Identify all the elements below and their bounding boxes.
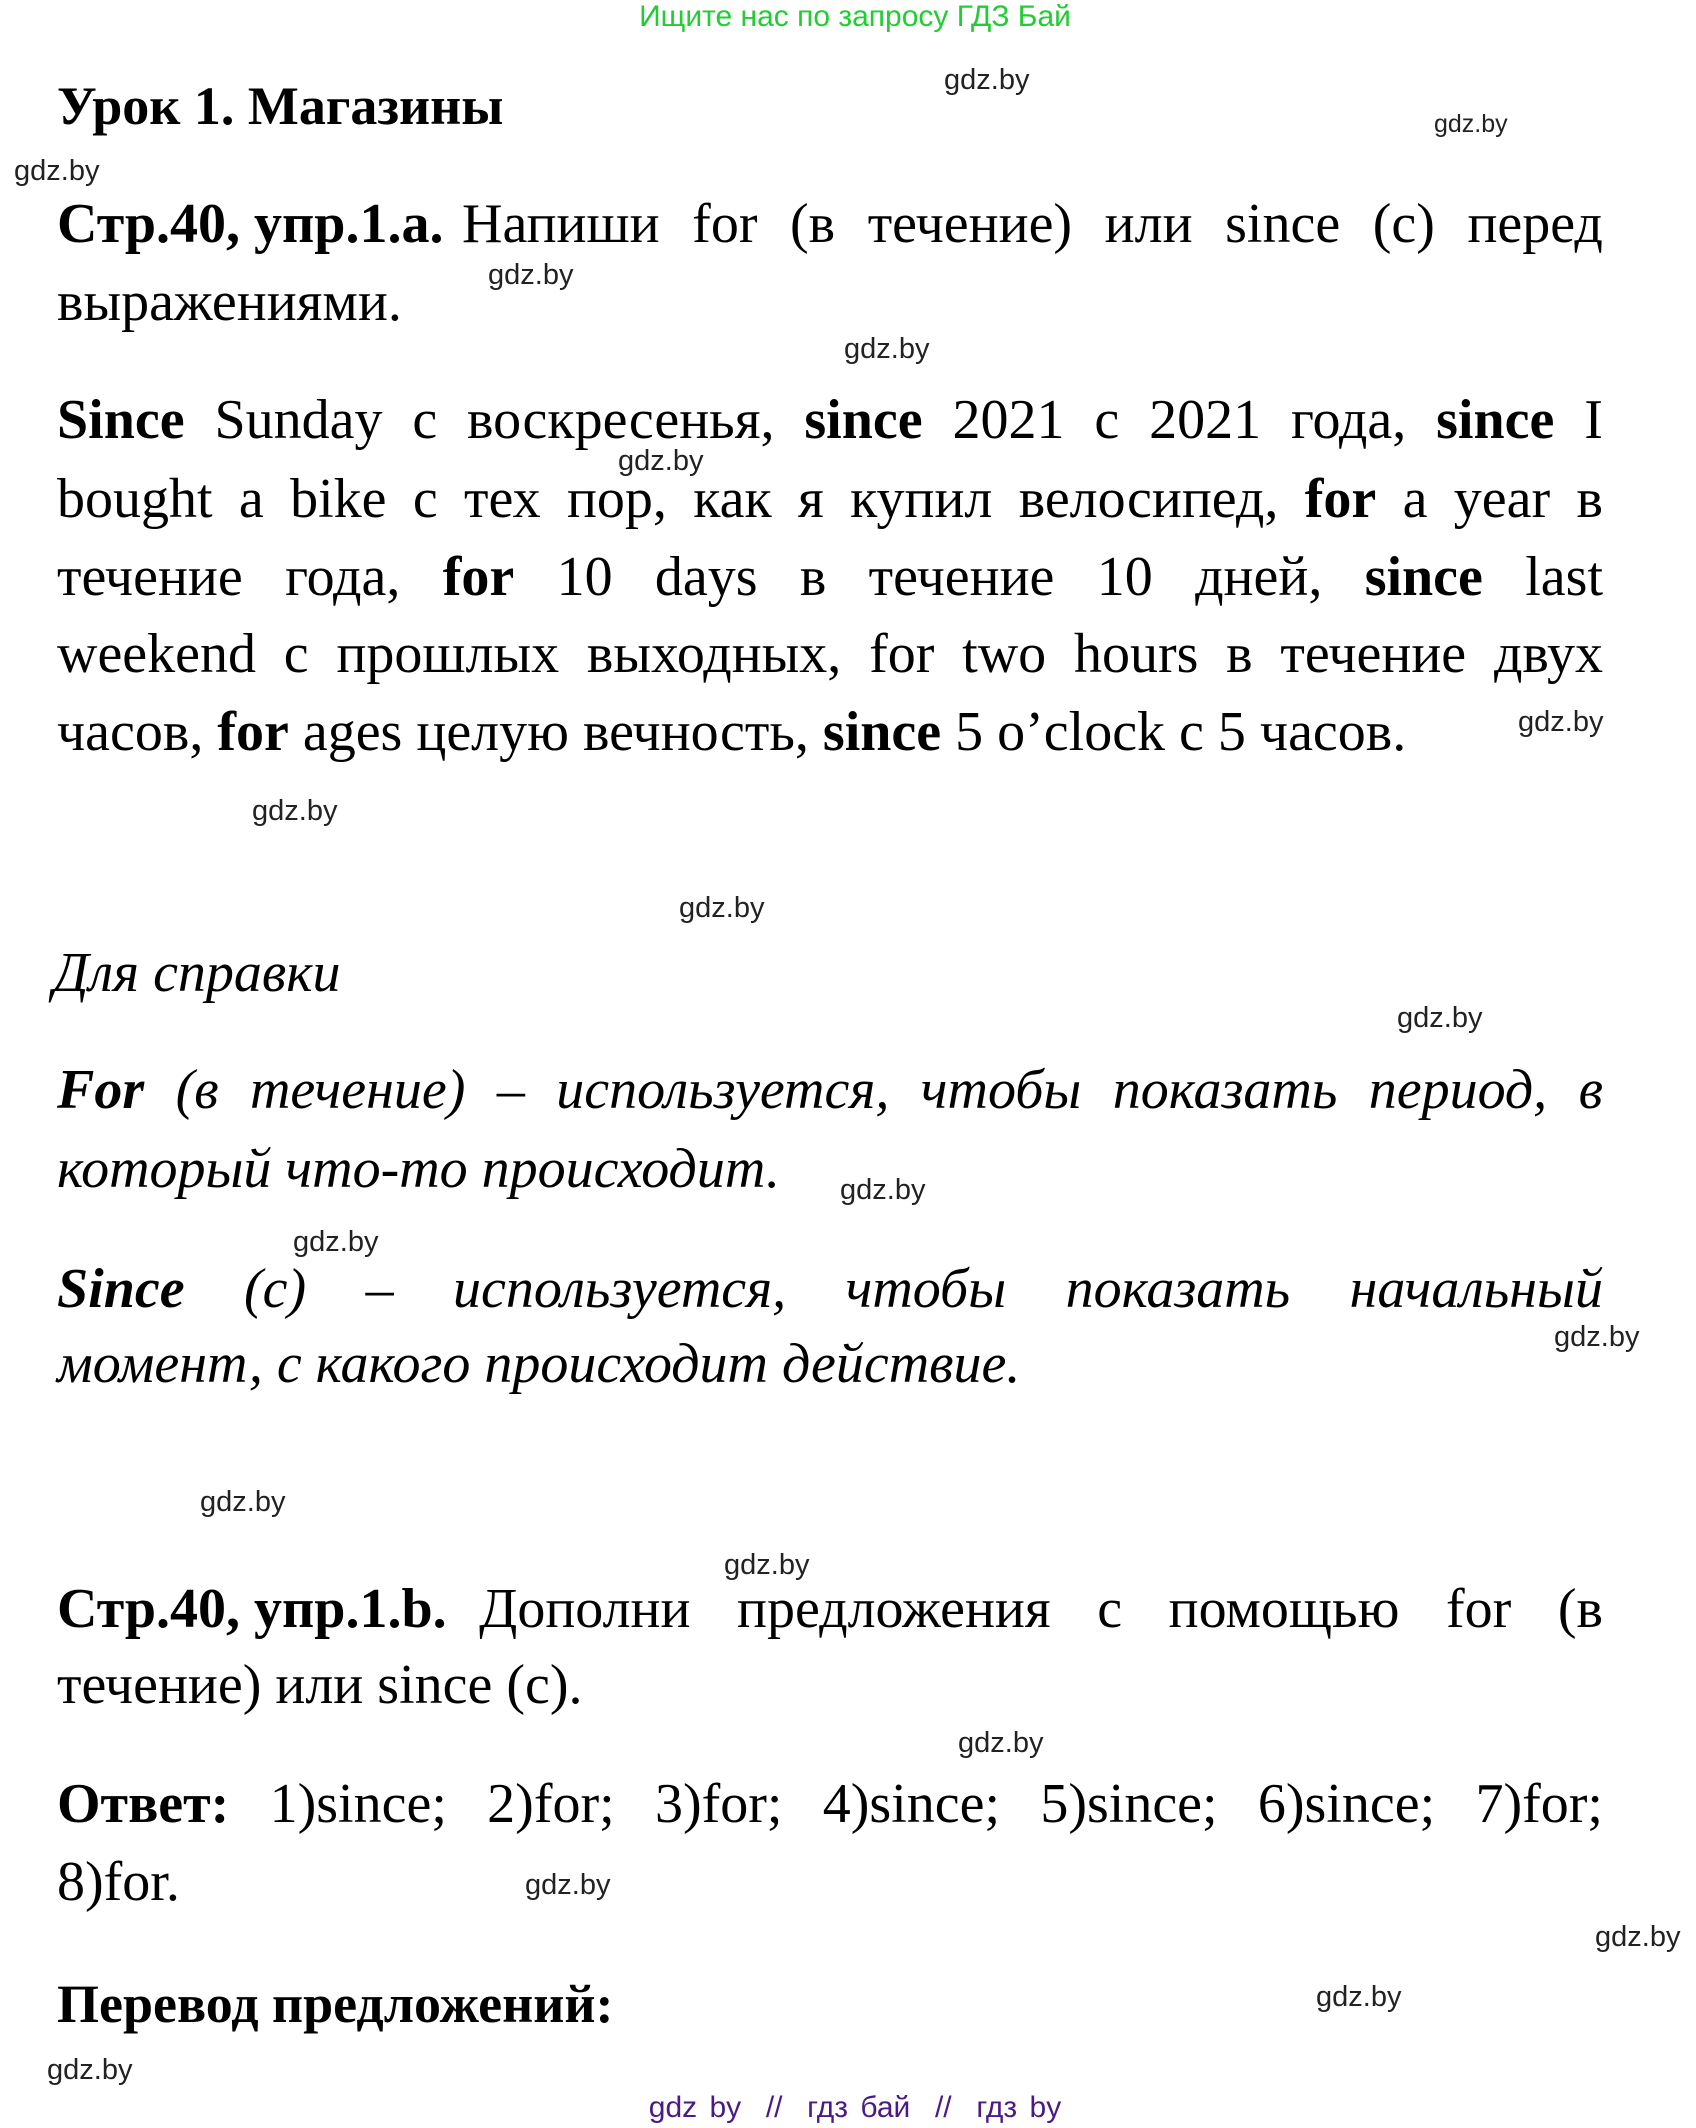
exercise-b-word: предложения [737, 1578, 1051, 1640]
exercise-b-ref: Стр.40, упр.1.b. [57, 1578, 447, 1640]
lesson-title: Урок 1. Магазины [57, 76, 504, 136]
answer-word: for [442, 546, 515, 608]
answer-word: течение [57, 546, 243, 608]
exercise-a-word: течение) [867, 193, 1073, 255]
rule-word: (в [175, 1059, 219, 1121]
watermark: gdz.by [14, 155, 100, 187]
answer-word: я [797, 468, 824, 530]
answer-item: 2)for; [487, 1773, 615, 1835]
search-hint-banner[interactable] [0, 0, 1696, 34]
watermark: gdz.by [1595, 1921, 1681, 1953]
watermark: gdz.by [724, 1549, 810, 1581]
exercise-a-word: (с) [1372, 193, 1435, 255]
answer-item: 1)since; [269, 1773, 447, 1835]
rule-word: течение) [249, 1059, 466, 1121]
search-hint-text: Ищите нас по запросу ГДЗ Бай [639, 0, 1071, 33]
answer-word: 2021 [952, 389, 1065, 451]
exercise-a-word: или [1104, 193, 1193, 255]
answer-word: в [1576, 468, 1603, 530]
watermark: gdz.by [944, 64, 1030, 96]
for-rule-line2: который что-то происходит. [57, 1138, 780, 1200]
exercise-b-word: for [1445, 1578, 1512, 1640]
exercise-b-line1 [57, 1577, 1603, 1641]
answer-word: дней, [1195, 546, 1323, 608]
answers-line1 [57, 1772, 1603, 1836]
answer-word: прошлых [336, 623, 560, 685]
answer-word: hours [1073, 623, 1199, 685]
answer-word: 5 o’clock с 5 часов. [941, 701, 1407, 763]
answer-word: weekend [57, 623, 257, 685]
answer-line [57, 622, 1603, 686]
answer-word: течение [868, 546, 1055, 608]
exercise-a-word: for [692, 193, 758, 255]
exercise-a-word: since [1225, 193, 1341, 255]
answer-item: 7)for; [1475, 1773, 1603, 1835]
exercise-b-word: Дополни [479, 1578, 691, 1640]
footer-site-link[interactable] [0, 2090, 1696, 2126]
answer-word: двух [1493, 623, 1603, 685]
answer-word: 10 [1096, 546, 1153, 608]
exercise-a-line1 [57, 192, 1603, 256]
answer-word: a [238, 468, 264, 530]
answer-word: в [799, 546, 827, 608]
answer-word: в [1226, 623, 1253, 685]
watermark: gdz.by [525, 1869, 611, 1901]
exercise-b-line2: течение) или since (с). [57, 1654, 583, 1716]
answer-line [57, 467, 1603, 531]
answer-line-last [57, 700, 1603, 764]
answer-word: 2021 [1149, 389, 1262, 451]
rule-word: – [365, 1258, 394, 1320]
answer-word: пор, [566, 468, 667, 530]
answer-word: 10 [556, 546, 613, 608]
watermark: gdz.by [844, 333, 930, 365]
answer-word: since [1364, 546, 1483, 608]
rule-word: показать [1065, 1258, 1291, 1320]
since-rule-term: Since [57, 1258, 185, 1320]
exercise-a-word: (в [790, 193, 836, 255]
answer-item: 4)since; [822, 1773, 1001, 1835]
answers-line2: 8)for. [57, 1851, 180, 1913]
reference-heading: Для справки [53, 942, 341, 1004]
answer-word: тех [464, 468, 541, 530]
rule-word: чтобы [920, 1059, 1082, 1121]
answer-word: с [412, 468, 438, 530]
answer-word: since [1436, 389, 1555, 451]
answer-word: I [1584, 389, 1603, 451]
answer-word: с [1094, 389, 1120, 451]
rule-word: период, [1368, 1059, 1548, 1121]
rule-word: (с) [244, 1258, 307, 1320]
answer-word: Since [57, 389, 185, 451]
watermark: gdz.by [618, 445, 704, 477]
exercise-a-word: Напиши [462, 193, 660, 255]
answer-word: days [654, 546, 758, 608]
answer-word: a [1402, 468, 1428, 530]
watermark: gdz.by [488, 259, 574, 291]
answer-item: 5)since; [1040, 1773, 1218, 1835]
watermark: gdz.by [47, 2054, 133, 2086]
answer-line [57, 545, 1603, 609]
answer-word: since [804, 389, 923, 451]
rule-word: начальный [1349, 1258, 1603, 1320]
exercise-a-line2: выражениями. [57, 271, 402, 333]
watermark: gdz.by [200, 1486, 286, 1518]
answer-word: с [412, 389, 438, 451]
answer-line [57, 388, 1603, 452]
rule-word: используется, [556, 1059, 890, 1121]
answer-word: year [1453, 468, 1551, 530]
answer-word: течение [1280, 623, 1467, 685]
answer-word: выходных, [586, 623, 842, 685]
watermark: gdz.by [679, 892, 765, 924]
answer-word: ages целую вечность, [288, 701, 823, 763]
answer-word: for [1304, 468, 1377, 530]
rule-word: чтобы [845, 1258, 1007, 1320]
watermark: gdz.by [1316, 1981, 1402, 2013]
rule-word: используется, [453, 1258, 787, 1320]
answer-word: велосипед, [1018, 468, 1279, 530]
answer-label: Ответ: [57, 1773, 230, 1835]
exercise-b-word: с [1097, 1578, 1123, 1640]
answer-word: купил [850, 468, 993, 530]
watermark: gdz.by [958, 1727, 1044, 1759]
translation-heading: Перевод предложений: [57, 1974, 614, 2034]
exercise-b-word: помощью [1168, 1578, 1400, 1640]
answer-word: воскресенья, [467, 389, 775, 451]
answer-word: Sunday [214, 389, 383, 451]
since-rule-line2: момент, с какого происходит действие. [57, 1333, 1021, 1395]
answer-word: two [962, 623, 1047, 685]
exercise-a-ref: Стр.40, упр.1.а. [57, 193, 444, 255]
answer-word: for [869, 623, 935, 685]
watermark: gdz.by [1518, 706, 1604, 738]
for-rule-line1 [57, 1058, 1603, 1122]
watermark: gdz.by [1434, 110, 1508, 138]
rule-word: показать [1112, 1059, 1338, 1121]
rule-word: в [1578, 1059, 1603, 1121]
exercise-b-word: (в [1557, 1578, 1603, 1640]
answer-word: года, [1290, 389, 1407, 451]
answer-word: for [217, 701, 289, 763]
watermark: gdz.by [252, 795, 338, 827]
answer-item: 6)since; [1257, 1773, 1436, 1835]
watermark: gdz.by [840, 1174, 926, 1206]
answer-word: часов, [57, 701, 218, 763]
answer-word: bought [57, 468, 213, 530]
answer-word: bike [290, 468, 387, 530]
answer-item: 3)for; [654, 1773, 783, 1835]
watermark: gdz.by [293, 1226, 379, 1258]
answer-word: last [1525, 546, 1603, 608]
watermark: gdz.by [1554, 1321, 1640, 1353]
footer-link-text: gdz by // гдз бай // гдз by [648, 2091, 1062, 2124]
watermark: gdz.by [1397, 1002, 1483, 1034]
answer-word: since [822, 701, 942, 763]
answer-word: с [283, 623, 309, 685]
answer-word: года, [285, 546, 401, 608]
answer-word: как [693, 468, 772, 530]
for-rule-term: For [57, 1059, 145, 1121]
exercise-a-word: перед [1467, 193, 1603, 255]
since-rule-line1 [57, 1257, 1603, 1321]
rule-word: – [496, 1059, 525, 1121]
